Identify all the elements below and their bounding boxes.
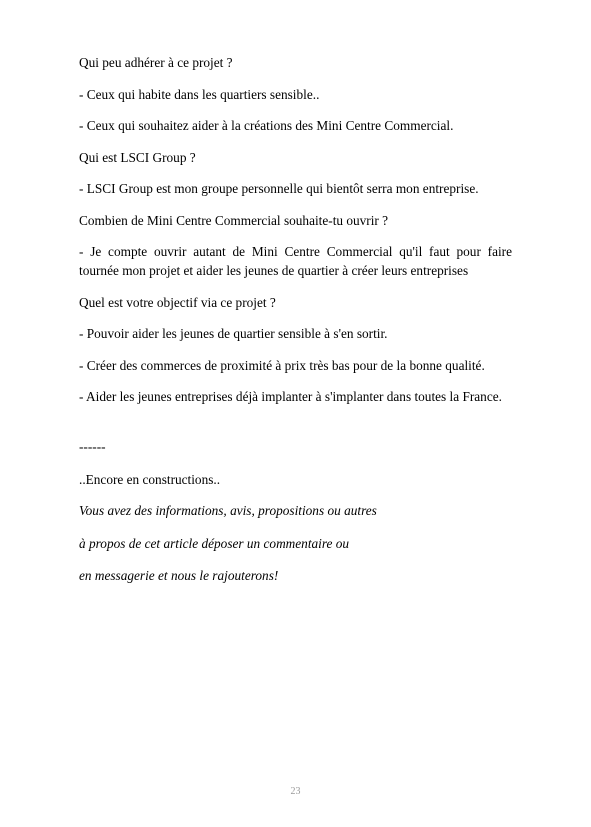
answer-residents: - Ceux qui habite dans les quartiers sensible.. (79, 87, 320, 102)
separator-dashes: ------ (79, 439, 106, 454)
closing-line-2: à propos de cet article déposer un commentaire ou (79, 536, 350, 551)
page-number: 23 (290, 786, 301, 797)
under-construction-note: ..Encore en constructions.. (79, 472, 221, 487)
closing-line-3: en messagerie et nous le rajouterons! (79, 568, 279, 583)
question-how-many-centres: Combien de Mini Centre Commercial souhaite-tu ouvrir ? (79, 213, 389, 228)
question-who-is-lsci: Qui est LSCI Group ? (79, 150, 196, 165)
answer-helpers: - Ceux qui souhaitez aider à la créations des Mini Centre Commercial. (79, 118, 454, 133)
objective-help-youth: - Pouvoir aider les jeunes de quartier sensible à s'en sortir. (79, 326, 388, 341)
question-who-can-join: Qui peu adhérer à ce projet ? (79, 55, 233, 70)
objective-young-companies: - Aider les jeunes entreprises déjà implanter à s'implanter dans toutes la France. (79, 389, 502, 404)
answer-lsci-group: - LSCI Group est mon groupe personnelle qui bientôt serra mon entreprise. (79, 181, 479, 196)
objective-local-shops: - Créer des commerces de proximité à prix très bas pour de la bonne qualité. (79, 358, 485, 373)
closing-line-1: Vous avez des informations, avis, propositions ou autres (79, 503, 377, 518)
answer-how-many-centres: - Je compte ouvrir autant de Mini Centre Commercial qu'il faut pour faire tournée mon projet et aider les jeunes de quartier à créer leurs entreprises (79, 244, 512, 278)
question-objective: Quel est votre objectif via ce projet ? (79, 295, 276, 310)
